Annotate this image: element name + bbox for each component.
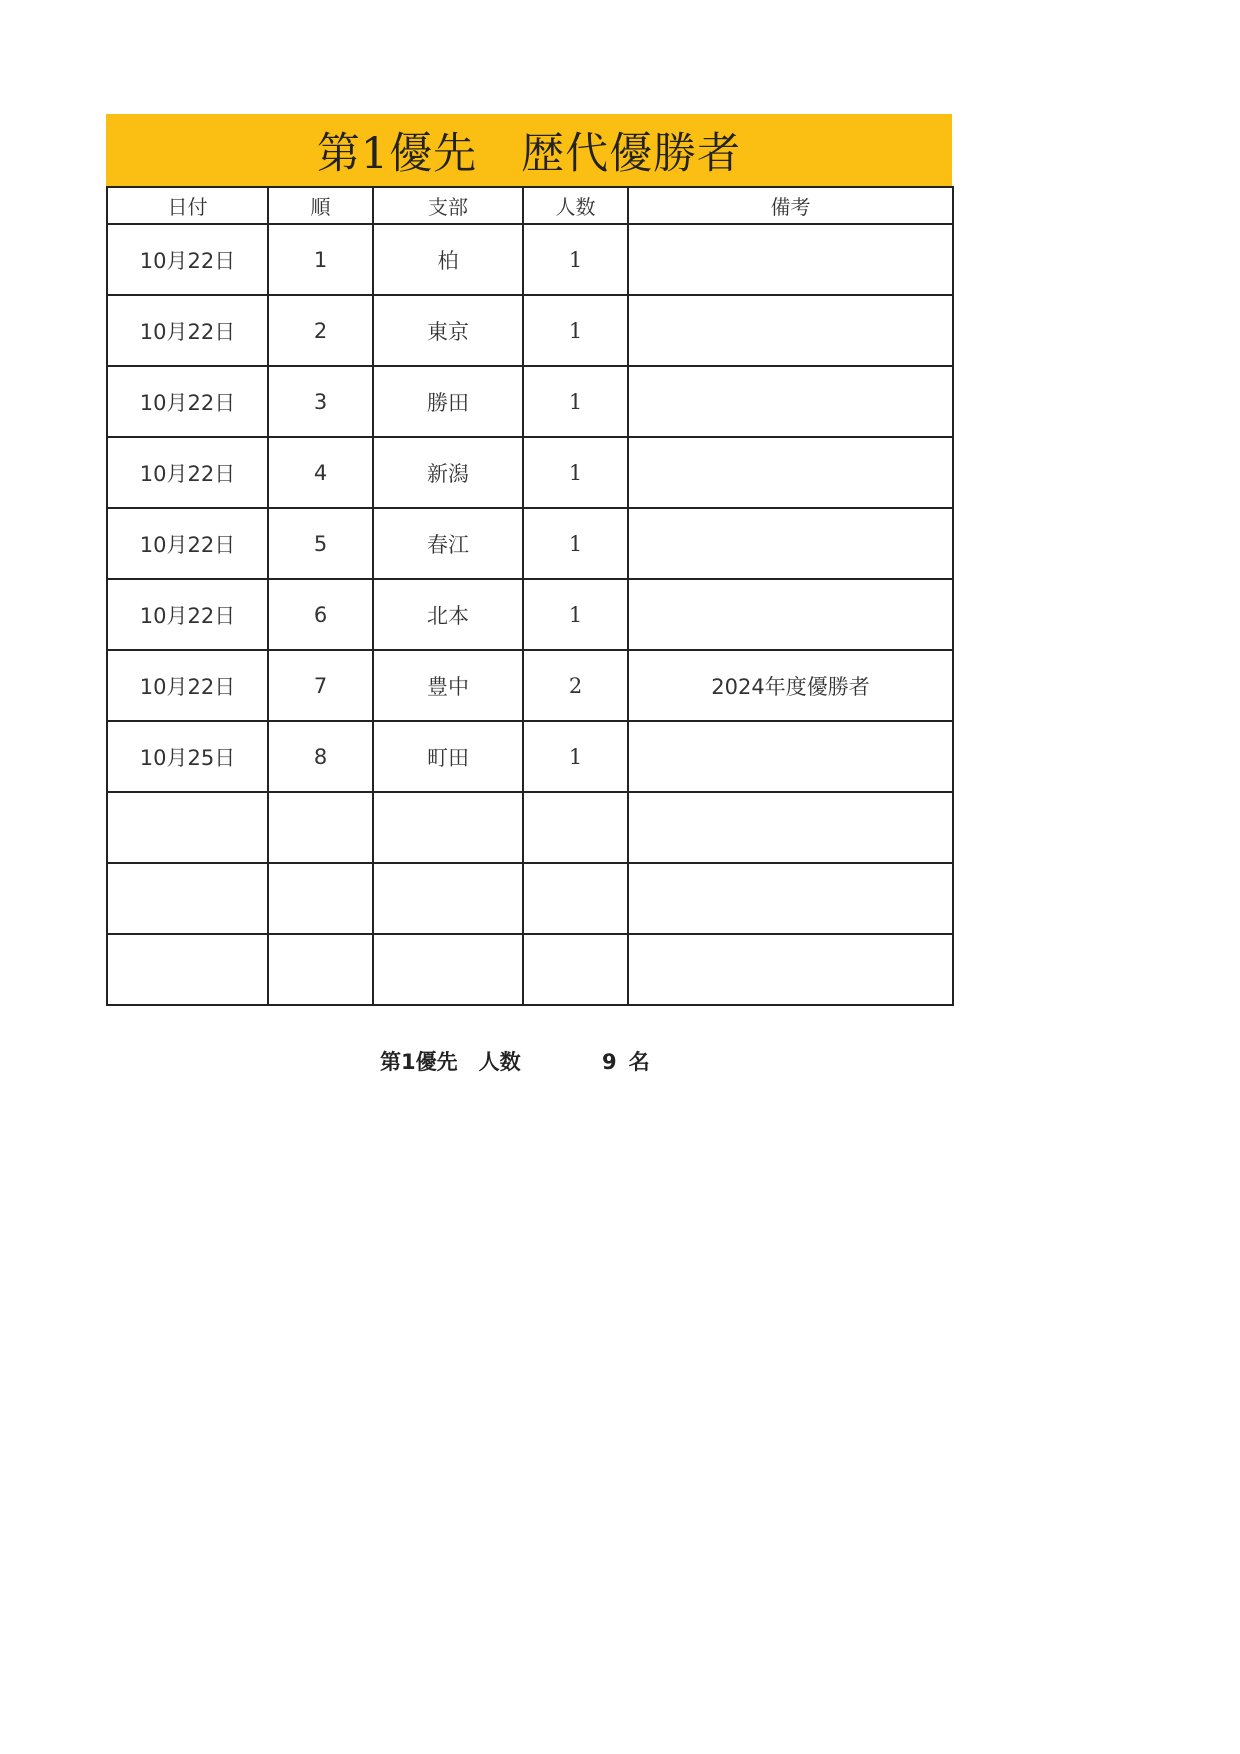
table-row <box>107 650 953 721</box>
table-row <box>107 934 953 1005</box>
cell-notes[interactable]: 2024年度優勝者 <box>628 650 953 721</box>
column-header-count[interactable]: 人数 <box>523 187 628 224</box>
column-header-order[interactable]: 順 <box>268 187 373 224</box>
summary-unit: 名 <box>628 1050 650 1074</box>
cell-date[interactable]: 10月22日 <box>107 366 268 437</box>
cell-branch[interactable]: 勝田 <box>373 366 523 437</box>
cell-date[interactable] <box>107 792 268 863</box>
cell-notes[interactable] <box>628 863 953 934</box>
cell-count[interactable] <box>523 934 628 1005</box>
cell-branch[interactable] <box>373 792 523 863</box>
column-header-branch[interactable]: 支部 <box>373 187 523 224</box>
cell-branch[interactable]: 北本 <box>373 579 523 650</box>
cell-notes[interactable] <box>628 295 953 366</box>
table-row <box>107 224 953 295</box>
cell-order[interactable] <box>268 863 373 934</box>
cell-order[interactable]: 6 <box>268 579 373 650</box>
table-body <box>107 224 953 1005</box>
cell-count[interactable]: 1 <box>523 437 628 508</box>
cell-notes[interactable] <box>628 224 953 295</box>
cell-count[interactable]: 2 <box>523 650 628 721</box>
table-row <box>107 295 953 366</box>
cell-notes[interactable] <box>628 792 953 863</box>
summary-line <box>380 1046 650 1076</box>
cell-notes[interactable] <box>628 437 953 508</box>
cell-order[interactable]: 1 <box>268 224 373 295</box>
cell-date[interactable] <box>107 863 268 934</box>
cell-order[interactable]: 2 <box>268 295 373 366</box>
summary-label: 第1優先 人数 <box>380 1050 521 1074</box>
cell-branch[interactable]: 豊中 <box>373 650 523 721</box>
table-row <box>107 366 953 437</box>
cell-branch[interactable]: 東京 <box>373 295 523 366</box>
cell-order[interactable] <box>268 792 373 863</box>
summary-value: 9 <box>602 1050 617 1074</box>
table-row <box>107 863 953 934</box>
cell-notes[interactable] <box>628 721 953 792</box>
cell-count[interactable] <box>523 863 628 934</box>
cell-date[interactable]: 10月22日 <box>107 224 268 295</box>
cell-date[interactable]: 10月22日 <box>107 295 268 366</box>
cell-branch[interactable] <box>373 863 523 934</box>
header-row <box>107 187 953 224</box>
cell-count[interactable] <box>523 792 628 863</box>
cell-order[interactable]: 3 <box>268 366 373 437</box>
winners-table <box>106 186 954 1006</box>
winners-sheet <box>106 114 952 1006</box>
cell-order[interactable]: 5 <box>268 508 373 579</box>
cell-date[interactable]: 10月22日 <box>107 650 268 721</box>
cell-branch[interactable]: 柏 <box>373 224 523 295</box>
cell-date[interactable]: 10月25日 <box>107 721 268 792</box>
cell-date[interactable]: 10月22日 <box>107 508 268 579</box>
cell-branch[interactable]: 町田 <box>373 721 523 792</box>
cell-count[interactable]: 1 <box>523 366 628 437</box>
cell-count[interactable]: 1 <box>523 508 628 579</box>
table-row <box>107 579 953 650</box>
cell-order[interactable]: 7 <box>268 650 373 721</box>
table-row <box>107 792 953 863</box>
sheet-title: 第1優先 歴代優勝者 <box>106 114 952 186</box>
cell-notes[interactable] <box>628 366 953 437</box>
cell-count[interactable]: 1 <box>523 224 628 295</box>
cell-date[interactable]: 10月22日 <box>107 579 268 650</box>
cell-order[interactable]: 8 <box>268 721 373 792</box>
cell-count[interactable]: 1 <box>523 579 628 650</box>
cell-order[interactable] <box>268 934 373 1005</box>
cell-branch[interactable]: 春江 <box>373 508 523 579</box>
column-header-notes[interactable]: 備考 <box>628 187 953 224</box>
table-row <box>107 721 953 792</box>
cell-notes[interactable] <box>628 508 953 579</box>
cell-notes[interactable] <box>628 934 953 1005</box>
cell-count[interactable]: 1 <box>523 295 628 366</box>
cell-count[interactable]: 1 <box>523 721 628 792</box>
cell-branch[interactable] <box>373 934 523 1005</box>
table-row <box>107 437 953 508</box>
cell-date[interactable] <box>107 934 268 1005</box>
cell-date[interactable]: 10月22日 <box>107 437 268 508</box>
cell-notes[interactable] <box>628 579 953 650</box>
column-header-date[interactable]: 日付 <box>107 187 268 224</box>
table-row <box>107 508 953 579</box>
cell-order[interactable]: 4 <box>268 437 373 508</box>
cell-branch[interactable]: 新潟 <box>373 437 523 508</box>
